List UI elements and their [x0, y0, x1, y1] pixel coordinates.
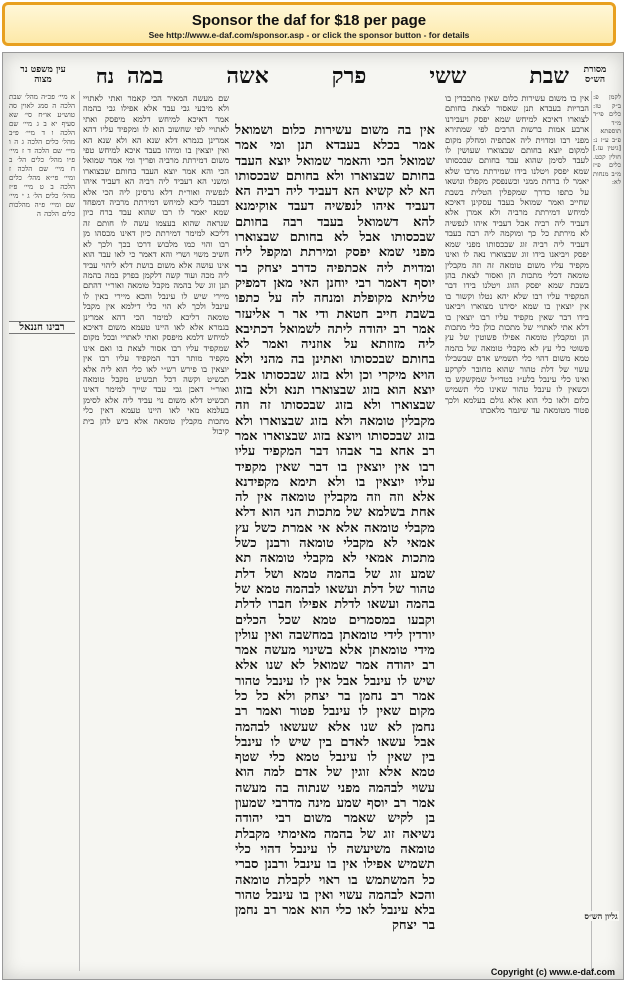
header-word: שבת	[529, 63, 569, 89]
sponsor-banner[interactable]	[2, 2, 616, 46]
rashi-column: אין בו משום עשירות כלום שאין מתכבדין בו הבריות בעבדא תנן שאסור לצאת בחותם לצוארו דאיכא למיחש שמא יפסק ויעבירנו ארבע אמות ברשות הרבים לפי שמתירא מפני רבו ומדוית ליה אכתפיה ומחלק מקום למקום יוצא בחותם שבצוארו שעושין לו לעבד לסימן שהוא עבד בחותם שבכסותו שמא יפסק ויטלנו בידו שמירתת מרבו שלא יאמר לו ברחת ממני וכשנפסק מקפלו ונושאו על כתפו כדרך שמקפלין הטלית בשבת שחייב ואמר שמואל בעבד עסקינן דאיכא למיחש דמירתת מרביה ולא אמרן אלא דעביד ליה רביה אבל דעביד איהו לנפשיה לא מירתת כל כך ומוקמה ליה רבה בעבד דעביד ליה רביה זוג שבכסותו מפני שמא יפסק ויביאנו בידו זוג שבצוארו נאה לו ואינו מקפיד עליו משום טומאה זה וזה מקבלין טומאה דכלי מתכות הן ואסור לצאת בהן בשבת שמא יפסק הזוג ויטלנו בידו דבר המקפיד עליו רבו שלא יהא נטלו וקשור בו אין יוצאין בו שמא יסירנו מצוארו ויביאנו בידו דבר שאין מקפיד עליו רבו יוצאין בו דלא אתי לאתויי של מתכות כולן כלי מתכות הן ומקבלין טומאה אפילו פשוטין של עץ פשוטי כלי עץ לא מקבלי טומאה של בהמה טמא משום דהוי כלי תשמיש אדם שבשבילו עשוי של דלת טהור שהוא מחובר לקרקע ואינו כלי עינבל בלע״ז בטדי״ל שמקשקש בו וכשאין לו עינבל טהור שאינו כלי תשמיש כלום ולאו כלי הוא אלא גולם בעלמא ולכך פטור מטומאה עד שיגמר מלאכתו	[445, 93, 589, 416]
running-header	[123, 61, 573, 89]
header-word: פרק	[331, 63, 367, 89]
copyright-notice: Copyright (c) www.e-daf.com	[490, 967, 615, 977]
header-word: ששי	[429, 63, 467, 89]
ein-mishpat-column: א מיי׳ פכ״ה מהל׳ שבת הלכה ה סמג לאוין סה טוש״ע או״ח סי׳ שא סעיף יא ב ג מיי׳ שם הלכה ו ד מיי׳ פ״ב מהל׳ כלים הלכה ג ה ו מיי׳ שם הלכה ד ז מיי׳ פ״ו מהל׳ כלים הל׳ ב ח מיי׳ שם הלכה ז ומיי׳ פי״א מהל׳ כלים הלכה ב ט מיי׳ פ״ז מהל׳ כלים הל׳ ג י מיי׳ שם ומיי׳ פ״ה מהלכות כלים הלכה ה	[9, 93, 75, 218]
gilyon-hashas-label: גליון הש״ס	[584, 911, 618, 921]
masoret-heading: מסורת הש״ס	[583, 65, 607, 85]
sponsor-title[interactable]: Sponsor the daf for $18 per page	[191, 12, 427, 29]
tosafot-column: שם מעשה המאיר הכי קאמר ואתי לאתויי ולא מיבעי גבי עבד אלא אפילו גבי בהמה אמר דאיכא למיחש דלמא מיפסק ואתי לאתויי לפי שחשוב הוא לו ומקפיד עליו דהא אמרינן בגמרא דלא שנא הא ולא שנא הא ואין יוצאין בו ומיהו בעבד איכא למיחש טפי משום דמירתת מרביה ופריך ומי אמר שמואל הכי והא אמר יוצא העבד בחותם שבצוארו ומשני הא דעביד ליה רביה הא דעביד איהו לנפשיה ואור״ת דלא גרסינן ליה הכי אלא דבעבד ליכא למיחש דמירתת מרביה דמפחד שמא יאמר לו רבו שהוא עבד ברח כיון שנראה שהוא בעצמו עשה לו חותם זה דליכא למימר דמירתת כיון דאינו מכסהו מן רבו והוי כמו מלבוש דרכו בכך ולכך לא חשיב משוי ושרי והא דאמר כי לאו עבד הוא אינו עושה אלא משום בושת דלא ליהוי עביד ליה מכה ועוד קשה דלקמן בפרק במה בהמה תנן זוג של בהמה מקבל טומאה ואור״י דהתם מיירי שיש לו עינבל והכא מיירי באין לו עינבל ולכך לא הוי כלי דילמא אין מקבל טומאה דליכא למימר הכי דהא אמרינן בגמרא אלא לאו היינו טעמא משום דאיכא למיחש דלמא מיפסק ואתי לאתויי ובכל מקום שמקפיד עליו רבו אסור לצאת בו ואם אינו מקפיד מותר דבר המקפיד עליו רבו אין יוצאין בו פירש רש״י לאו כלי הוא ליה אלא תכשיט וקשה דכל תכשיט מקבל טומאה ואור״י דאכן גבי עבד שייך למימר דאינו תכשיט דלא משום נוי עביד ליה אלא לסימן בעלמא מאי לאו היינו טעמא דאין כלי מתכות מקבלין טומאה אלא ביש להן בית קיבול	[83, 93, 229, 436]
gemara-main-text: אין בה משום עשירות כלום ושמואל אמר בכלא בעבדא תנן ומי אמר שמואל הכי והאמר שמואל יוצא העבד בחותם שבצוארו ולא בחותם שבכסותו הא לא קשיא הא דעביד ליה רביה הא דעביד איהו לנפשיה דעבד אוקימנא להא דשמואל בעבד רבה בחותם שבכסותו אבל לא בחותם שבצוארו מפני שמא יפסק ומירתת ומקפל ליה ומדוית ליה אכתפיה כדרב יצחק בר יוסף דאמר רבי יוחנן האי מאן דמפיק טליתא מקופלת ומנחה לה על כתפו בשבת חייב חטאת ודי אר ר אליעזר אמר רב יהודה ליתה לשמואל דכתיבא ליה מזוזתא על אוזניה ואמר לא בחותם שבכסותו ואתינן בה מהני ולא הויא מיקרי וכן ולא בזוג שבכסותו אבל יוצא הוא בזוג שבצוארו תנא ולא בזוג שבצוארו ולא בזוג שבכסותו זה וזה מקבלין טומאה ולא בזוג שבצוארו ולא בזוג שבכסותו ויוצא בזוג שבצוארו אמר רב אחא בר אבהו דבר המקפיד עליו רבו אין יוצאין בו דבר שאין מקפיד עליו יוצאין בו ולא תימא מקפידנא אלא וזה וזה מקבלין טומאה אין לה אחת בשלמא של מתכות הני הוא דלא מקבלי טומאה אלא אי אמרת כשל עץ אמאי לא מקבלי טומאה ורבנן כשל מתכות אמאי לא מקבלי טומאה תא שמע זוג של בהמה טמא ושל דלת טהור של דלת ועשאו לבהמה טמא של בהמה ועשאו לדלת אפילו חברו לדלת וקבעו במסמרים טמא שכל הכלים יורדין לידי טומאתן במחשבה ואין עולין מידי טומאתן אלא בשינוי מעשה אמר רב יהודה אמר שמואל לא שנו אלא שיש לו עינבל אבל אין לו עינבל טהור אמר רב נחמן בר יצחק ולא כל כל מקום שאין לו עינבל פטור ואמר רב נחמן לא שנו אלא שעשאו לבהמה אבל עשאו לאדם בין שיש לו עינבל בין שאין לו עינבל טמא כלי שטף טמא אלא זוגין של אדם למה הוא עשוי לבהמה מפני שנתוה בה מעשה אמר רב יוסף שמע מינה מדרבי שמעון בן לקיש שאמר משום רבי יהודה נשיאה זוג של בהמה מאימתי מקבלת טומאה משיעשה לו עינבל דהוי כלי תשמיש אפילו אין בו עינבל ורבנן סברי כל המשתמש בו ראוי לקבלת טומאה והכא לבהמה עשוי ואין בו עינבל טהור בלא עינבל לאו כלי הוא אמר רב נחמן בר יצחק	[235, 123, 435, 934]
header-word: אשה	[226, 63, 269, 89]
talmud-page-scan	[2, 52, 624, 980]
column-divider	[591, 91, 592, 971]
daf-number: נח	[95, 64, 115, 88]
rabbeinu-chananel-label: רבינו חננאל	[9, 321, 75, 334]
sponsor-subtitle[interactable]: See http://www.e-daf.com/sponsor.asp - or click the sponsor button - for details	[148, 30, 470, 40]
ein-mishpat-heading: עין משפט נר מצוה	[20, 65, 66, 85]
masoret-column: לקמן פ: ב״ק טז: כלים פי״ד מ״ד תוספתא פ״ב ע״ז נ: [גיטין עז.] חולין קכט. כלים פ״ז מ״ב מנחות לא:	[593, 93, 621, 186]
column-divider	[79, 91, 80, 971]
header-word: במה	[127, 63, 164, 89]
